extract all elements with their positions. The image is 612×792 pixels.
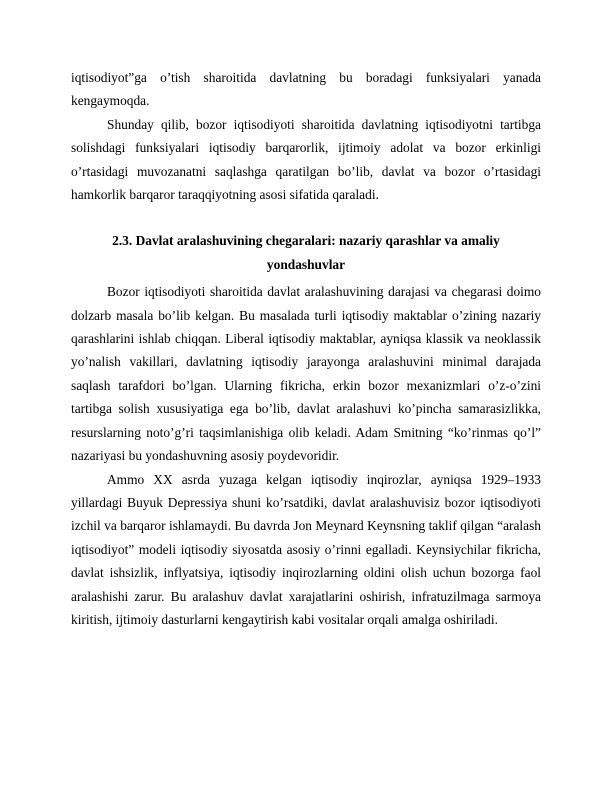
paragraph-keynesian-views: Ammo XX asrda yuzaga kelgan iqtisodiy inqirozlar, ayniqsa 1929–1933 yillardagi Buyuk Depressiya shuni ko’rsatdiki, davlat aralashuvisiz bozor iqtisodiyoti izchil va barqaror ishlamaydi. Bu davrda Jon Meynard Keynsning taklif qilgan “aralash iqtisodiyot” modeli iqtisodiy siyosatda asosiy o’rinni egalladi. Keynsiychilar fikricha, davlat ishsizlik, inflyatsiya, iqtisodiy inqirozlarning oldini olish uchun bozorga faol aralashishi zarur. Bu aralashuv davlat xarajatlarini oshirish, infratuzilmaga sarmoya kiritish, ijtimoiy dasturlarni kengaytirish kabi vositalar orqali amalga oshiriladi. [71,471,541,627]
paragraph-summary: Shunday qilib, bozor iqtisodiyoti sharoitida davlatning iqtisodiyotni tartibga solishdagi funksiyalari iqtisodiy barqarorlik, ijtimoiy adolat va bozor erkinligi o’rtasidagi muvozanatni saqlashga qaratilgan bo’lib, davlat va bozor o’rtasidagi hamkorlik barqaror taraqqiyotning asosi sifatida qaraladi. [71,116,541,203]
paragraph-continuation: iqtisodiyot”ga o’tish sharoitida davlatning bu boradagi funksiyalari yanada kengaymoqda. [71,70,541,109]
section-heading: 2.3. Davlat aralashuvining chegaralari: nazariy qarashlar va amaliy yondashuvlar [112,233,500,272]
document-page [71,66,541,631]
paragraph-liberal-views: Bozor iqtisodiyoti sharoitida davlat aralashuvining darajasi va chegarasi doimo dolzarb masala bo’lib kelgan. Bu masalada turli iqtisodiy maktablar o’zining nazariy qarashlarini ishlab chiqqan. Liberal iqtisodiy maktablar, ayniqsa klassik va neoklassik yo’nalish vakillari, davlatning iqtisodiy jarayonga aralashuvini minimal darajada saqlash tarafdori bo’lgan. Ularning fikricha, erkin bozor mexanizmlari o’z-o’zini tartibga solish xususiyatiga ega bo’lib, davlat aralashuvi ko’pincha samarasizlikka, resurslarning noto’g’ri taqsimlanishiga olib keladi. Adam Smitning “ko’rinmas qo’l” nazariyasi bu yondashuvning asosiy poydevoridir. [71,284,541,464]
